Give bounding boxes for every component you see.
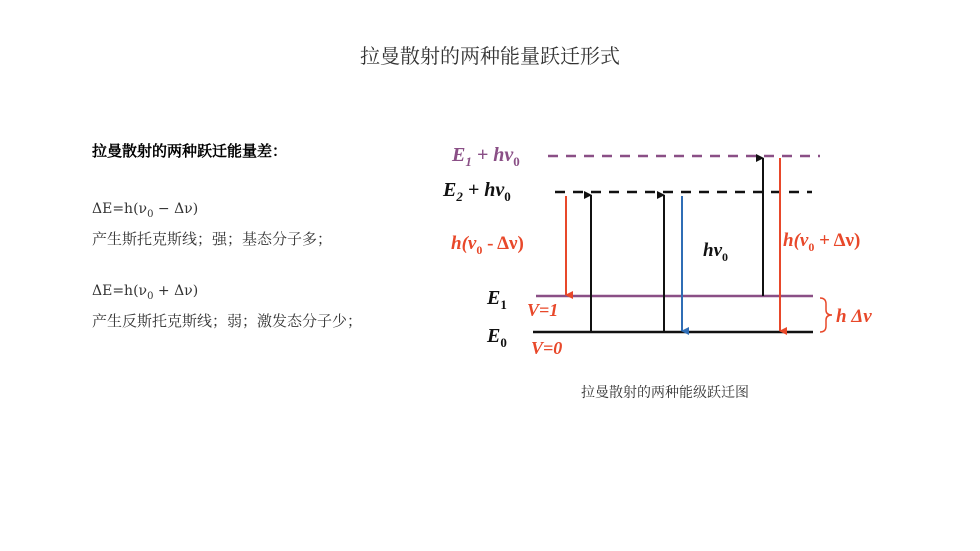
anti-stokes-formula: $\Delta E=h(\nu_0 + \Delta\nu)$: [92, 282, 199, 302]
delta-brace: [820, 298, 832, 332]
label-anti-stokes-transition: $h(\nu_0 + \Delta\nu)$: [783, 230, 861, 254]
label-e2-plus-hv0: $E_2 + h\nu_0$: [443, 179, 511, 204]
label-e1-plus-hv0: $E_1 + h\nu_0$: [452, 144, 520, 169]
diagram-caption: 拉曼散射的两种能级跃迁图: [581, 385, 749, 401]
explanation-heading: 拉曼散射的两种跃迁能量差：: [92, 142, 288, 160]
label-e1: $E_1$: [487, 287, 507, 312]
label-v1: V=1: [527, 300, 559, 320]
label-stokes-transition: $h(\nu_0 - \Delta\nu)$: [451, 233, 524, 257]
anti-stokes-description: 产生反斯托克斯线；弱；激发态分子少；: [92, 311, 363, 330]
page-title: 拉曼散射的两种能量跃迁形式: [360, 44, 620, 68]
label-delta-energy: h Δν: [836, 306, 872, 327]
label-e0: $E_0$: [487, 325, 507, 350]
label-v0: V=0: [531, 338, 563, 358]
label-rayleigh-transition: $h\nu_0$: [703, 240, 728, 264]
stokes-description: 产生斯托克斯线；强；基态分子多；: [92, 229, 333, 248]
stokes-formula: $\Delta E=h(\nu_0 - \Delta\nu)$: [92, 201, 199, 220]
